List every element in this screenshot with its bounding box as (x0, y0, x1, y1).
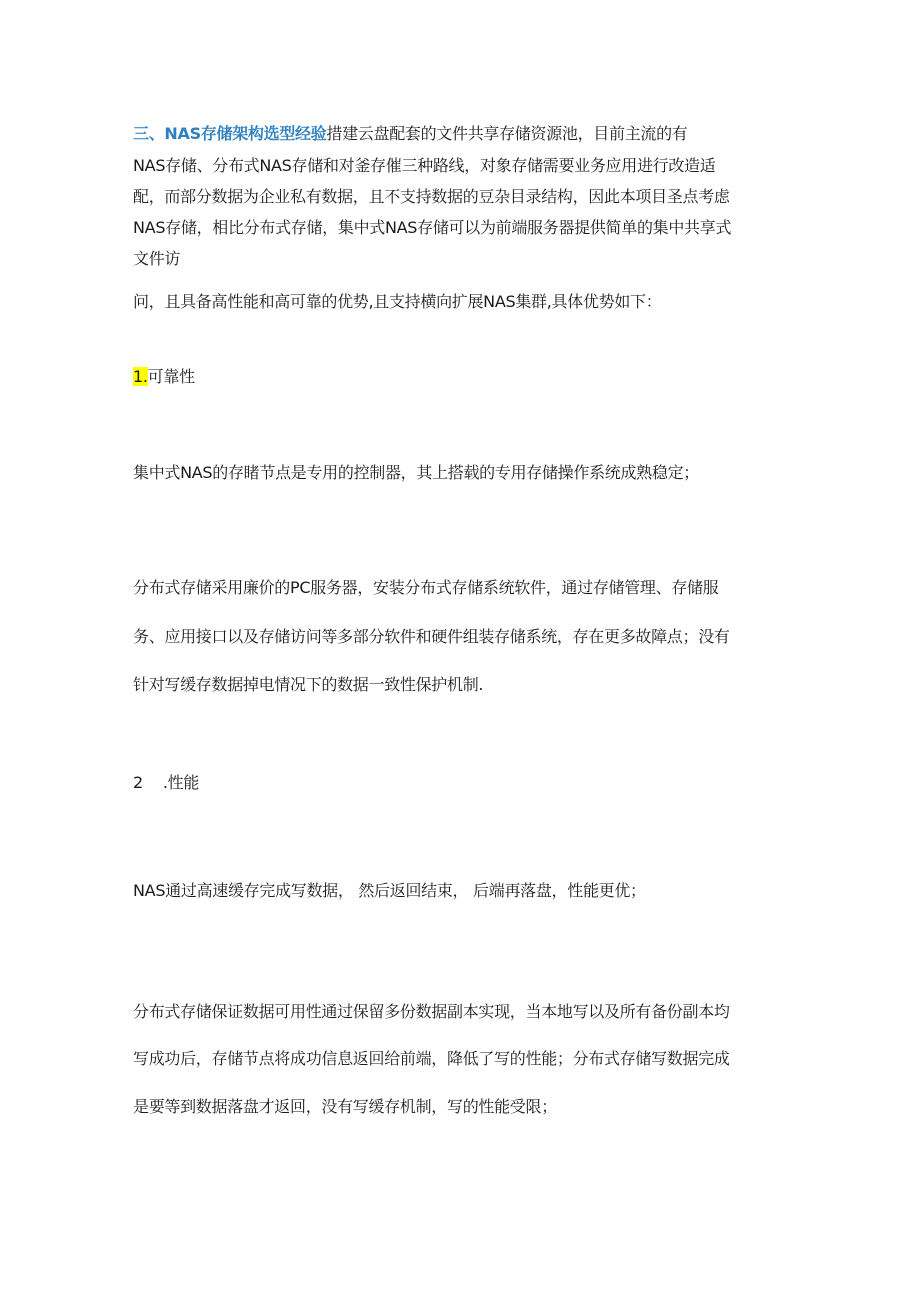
section1-para2-line1: 分布式存储采用廉价的PC服务器，安装分布式存储系统软件，通过存储管理、存储服 (133, 578, 719, 597)
section2-para1: NAS通过高速缓存完成写数据， 然后返回结束， 后端再落盘，性能更优； (133, 881, 646, 900)
section1-heading (133, 367, 793, 387)
section2-heading (133, 773, 793, 793)
intro-line-3: 配，而部分数据为企业私有数据，且不支持数据的豆杂目录结构，因此本项目圣点考虑 (133, 187, 730, 206)
section1-para1: 集中式NAS的存睹节点是专用的控制器，其上搭载的专用存储操作系统成熟稳定； (133, 463, 699, 482)
section1-para2-line3: 针对写缓存数据掉电情况下的数据一致性保护机制. (133, 675, 484, 694)
intro-line-1 (133, 124, 793, 144)
intro-line-1-text: 措建云盘配套的文件共享存储资源池，目前主流的有 (326, 124, 688, 143)
section1-para2-line2: 务、应用接口以及存储访问等多部分软件和硬件组装存储系统，存在更多故障点；没有 (133, 627, 730, 646)
intro-line-2: NAS存储、分布式NAS存储和对釜存催三种路线，对象存储需要业务应用进行改造适 (133, 156, 716, 175)
section2-title: .性能 (162, 773, 200, 792)
section2-para2-line2: 写成功后，存储节点将成功信息返回给前端，降低了写的性能；分布式存储写数据完成 (133, 1049, 730, 1068)
section1-title: 可靠性 (147, 367, 195, 386)
intro-line-5: 文件访 (133, 249, 181, 268)
section2-para2-line1: 分布式存储保证数据可用性通过保留多份数据副本实现，当本地写以及所有备份副本均 (133, 1002, 730, 1021)
section1-number: 1. (133, 367, 148, 386)
section-heading: 三、NAS存储架构选型经验 (133, 124, 327, 143)
section2-number: 2 (133, 773, 143, 792)
intro-line-4: NAS存储，相比分布式存储，集中式NAS存储可以为前端服务器提供简单的集中共享式 (133, 218, 732, 237)
intro-line-6: 问，且具备高性能和高可靠的优势,且支持横向扩展NAS集群,具体优势如下： (133, 292, 662, 311)
section2-para2-line3: 是要等到数据落盘才返回，没有写缓存机制，写的性能受限； (133, 1097, 557, 1116)
